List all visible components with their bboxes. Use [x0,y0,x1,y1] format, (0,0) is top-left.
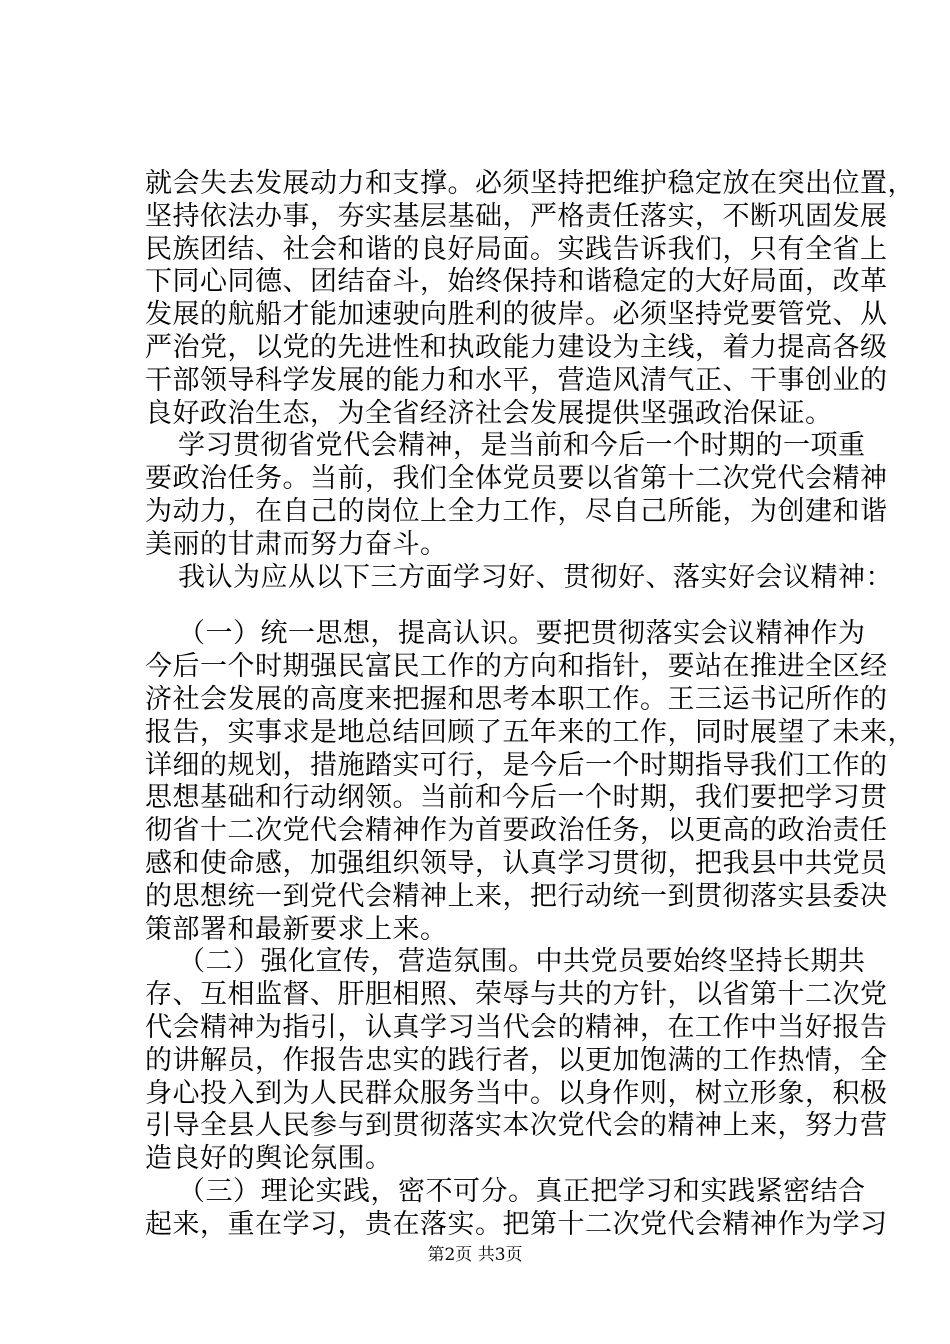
text-line: 下同心同德、团结奋斗，始终保持和谐稳定的大好局面，改革 [145,266,888,298]
document-body [145,168,915,1242]
text-line: 为动力，在自己的岗位上全力工作，尽自己所能，为创建和谐 [145,495,888,527]
text-line: 济社会发展的高度来把握和思考本职工作。王三运书记所作的 [145,683,888,715]
text-line: 民族团结、社会和谐的良好局面。实践告诉我们，只有全省上 [145,233,888,265]
text-line: 起来，重在学习，贵在落实。把第十二次党代会精神作为学习 [145,1208,888,1240]
text-line: 就会失去发展动力和支撑。必须坚持把维护稳定放在突出位置， [145,168,915,199]
text-line: 良好政治生态，为全省经济社会发展提供坚强政治保证。 [145,397,833,429]
section-heading-line: （一）统一思想，提高认识。要把贯彻落实会议精神作为 [178,618,866,650]
text-line: 的讲解员，作报告忠实的践行者，以更加饱满的工作热情，全 [145,1044,888,1076]
text-line: 彻省十二次党代会精神作为首要政治任务，以更高的政治责任 [145,815,888,847]
text-line: 严治党，以党的先进性和执政能力建设为主线，着力提高各级 [145,331,888,363]
text-line: 坚持依法办事，夯实基层基础，严格责任落实，不断巩固发展 [145,200,888,232]
text-line: 干部领导科学发展的能力和水平，营造风清气正、干事创业的 [145,364,888,396]
paragraph-start-line: 我认为应从以下三方面学习好、贯彻好、落实好会议精神： [178,561,893,593]
text-line: 的思想统一到党代会精神上来，把行动统一到贯彻落实县委决 [145,880,888,912]
text-line: 美丽的甘肃而努力奋斗。 [145,528,448,560]
page-number-footer: 第2页 共3页 [427,1245,523,1265]
text-line: 思想基础和行动纲领。当前和今后一个时期，我们要把学习贯 [145,782,888,814]
text-line: 代会精神为指引，认真学习当代会的精神，在工作中当好报告 [145,1011,888,1043]
text-line: 发展的航船才能加速驶向胜利的彼岸。必须坚持党要管党、从 [145,299,888,331]
text-line: 今后一个时期强民富民工作的方向和指针，要站在推进全区经 [145,651,888,683]
text-line: 造良好的舆论氛围。 [145,1143,393,1175]
text-line: 报告，实事求是地总结回顾了五年来的工作，同时展望了未来， [145,716,915,748]
text-line: 要政治任务。当前，我们全体党员要以省第十二次党代会精神 [145,463,888,495]
text-line: 详细的规划，措施踏实可行，是今后一个时期指导我们工作的 [145,749,888,781]
section-heading-line: （二）强化宣传，营造氛围。中共党员要始终坚持长期共 [178,946,866,978]
paragraph-start-line: 学习贯彻省党代会精神，是当前和今后一个时期的一项重 [178,430,866,462]
text-line: 感和使命感，加强组织领导，认真学习贯彻，把我县中共党员 [145,847,888,879]
text-line: 策部署和最新要求上来。 [145,913,448,945]
section-heading-line: （三）理论实践，密不可分。真正把学习和实践紧密结合 [178,1175,866,1207]
text-line: 存、互相监督、肝胆相照、荣辱与共的方针，以省第十二次党 [145,979,888,1011]
text-line: 身心投入到为人民群众服务当中。以身作则，树立形象，积极 [145,1077,888,1109]
text-line: 引导全县人民参与到贯彻落实本次党代会的精神上来，努力营 [145,1110,888,1142]
paragraph-gap [145,594,835,618]
